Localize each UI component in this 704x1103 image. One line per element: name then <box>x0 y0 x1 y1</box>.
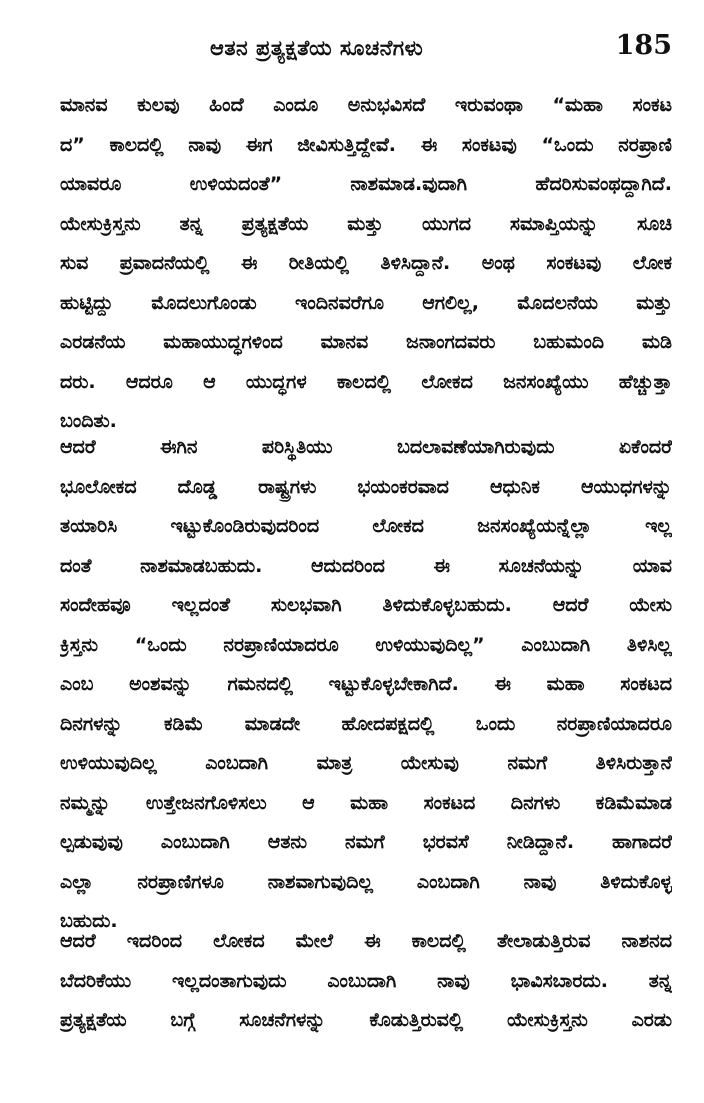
text-line: ದಿನಗಳನ್ನು ಕಡಿಮೆ ಮಾಡದೇ ಹೋದಪಕ್ಷದಲ್ಲಿ ಒಂದು ನರಪ್ರಾಣಿಯಾದರೂ <box>60 712 672 735</box>
text-line: ಯಾವರೂ ಉಳಿಯದಂತೆ” ನಾಶಮಾಡ.ವುದಾಗಿ ಹೆದರಿಸುವಂಥದ್ದಾಗಿದೆ. <box>60 173 672 195</box>
paragraph-2 <box>60 428 672 942</box>
text-line: ಸುವ ಪ್ರವಾದನೆಯಲ್ಲಿ ಈ ರೀತಿಯಲ್ಲಿ ತಿಳಿಸಿದ್ದಾನೆ. ಅಂಥ ಸಂಕಟವು ಲೋಕ <box>60 252 672 274</box>
text-line: ಸಂದೇಹವೂ ಇಲ್ಲದಂತೆ ಸುಲಭವಾಗಿ ತಿಳಿದುಕೊಳ್ಳಬಹುದು. ಆದರೆ ಯೇಸು <box>60 594 672 616</box>
text-line: ಬೆದರಿಕೆಯು ಇಲ್ಲದಂತಾಗುವುದು ಎಂಬುದಾಗಿ ನಾವು ಭಾವಿಸಬಾರದು. ತನ್ನ <box>60 969 672 992</box>
text-line: ಬಂದಿತು. <box>60 410 117 432</box>
paragraph-3 <box>60 922 672 1041</box>
text-line: ಎರಡನೆಯ ಮಹಾಯುದ್ಧಗಳಿಂದ ಮಾನವ ಜನಾಂಗದವರು ಬಹುಮಂದಿ ಮಡಿ <box>60 331 672 353</box>
page-number: 185 <box>615 30 672 61</box>
text-line: ಲ್ಪಡುವುವು ಎಂಬುದಾಗಿ ಆತನು ನಮಗೆ ಭರವಸೆ ನೀಡಿದ್ದಾನೆ. ಹಾಗಾದರೆ <box>60 831 672 853</box>
text-line: ದರು. ಆದರೂ ಆ ಯುದ್ಧಗಳ ಕಾಲದಲ್ಲಿ ಲೋಕದ ಜನಸಂಖ್ಯೆಯು ಹೆಚ್ಚುತ್ತಾ <box>60 370 672 393</box>
text-line: ಯೇಸುಕ್ರಿಸ್ತನು ತನ್ನ ಪ್ರತ್ಯಕ್ಷತೆಯ ಮತ್ತು ಯುಗದ ಸಮಾಪ್ತಿಯನ್ನು ಸೂಚಿ <box>60 212 672 235</box>
text-line: ಆದರೆ ಈಗಿನ ಪರಿಸ್ಥಿತಿಯು ಬದಲಾವಣೆಯಾಗಿರುವುದು ಏಕೆಂದರೆ <box>60 436 672 458</box>
text-line: ಬಹುದು. <box>60 910 118 932</box>
paragraph-1 <box>60 86 672 442</box>
text-line: ಎಂಬ ಅಂಶವನ್ನು ಗಮನದಲ್ಲಿ ಇಟ್ಟುಕೊಳ್ಳಬೇಕಾಗಿದೆ. ಈ ಮಹಾ ಸಂಕಟದ <box>60 673 672 695</box>
text-line: ತಯಾರಿಸಿ ಇಟ್ಟುಕೊಂಡಿರುವುದರಿಂದ ಲೋಕದ ಜನಸಂಖ್ಯೆಯನ್ನೆಲ್ಲಾ ಇಲ್ಲ <box>60 515 672 537</box>
text-line: ದಂತೆ ನಾಶಮಾಡಬಹುದು. ಆದುದರಿಂದ ಈ ಸೂಚನೆಯನ್ನು ಯಾವ <box>60 554 672 577</box>
text-line: ಆದರೆ ಇದರಿಂದ ಲೋಕದ ಮೇಲೆ ಈ ಕಾಲದಲ್ಲಿ ತೇಲಾಡುತ್ತಿರುವ ನಾಶನದ <box>60 930 672 952</box>
text-line: ಉಳಿಯುವುದಿಲ್ಲ ಎಂಬದಾಗಿ ಮಾತ್ರ ಯೇಸುವು ನಮಗೆ ತಿಳಿಸಿರುತ್ತಾನೆ <box>60 752 672 774</box>
chapter-title: ಆತನ ಪ್ರತ್ಯಕ್ಷತೆಯ ಸೂಚನೆಗಳು <box>210 36 424 60</box>
running-head <box>60 28 672 72</box>
text-line: ಹುಟ್ಟಿದ್ದು ಮೊದಲುಗೊಂಡು ಇಂದಿನವರೆಗೂ ಆಗಲಿಲ್ಲ, ಮೊದಲನೆಯ ಮತ್ತು <box>60 291 672 314</box>
text-line: ಪ್ರತ್ಯಕ್ಷತೆಯ ಬಗ್ಗೆ ಸೂಚನೆಗಳನ್ನು ಕೊಡುತ್ತಿರುವಲ್ಲಿ ಯೇಸುಕ್ರಿಸ್ತನು ಎರಡು <box>60 1009 672 1031</box>
text-line: ಮಾನವ ಕುಲವು ಹಿಂದೆ ಎಂದೂ ಅನುಭವಿಸದೆ ಇರುವಂಥಾ “ಮಹಾ ಸಂಕಟ <box>60 94 672 116</box>
text-line: ಭೂಲೋಕದ ದೊಡ್ಡ ರಾಷ್ಟ್ರಗಳು ಭಯಂಕರವಾದ ಆಧುನಿಕ ಆಯುಧಗಳನ್ನು <box>60 475 672 498</box>
text-line: ಎಲ್ಲಾ ನರಪ್ರಾಣಿಗಳೂ ನಾಶವಾಗುವುದಿಲ್ಲ ಎಂಬದಾಗಿ ನಾವು ತಿಳಿದುಕೊಳ್ಳ <box>60 870 672 893</box>
text-line: ದ” ಕಾಲದಲ್ಲಿ ನಾವು ಈಗ ಜೀವಿಸುತ್ತಿದ್ದೇವೆ. ಈ ಸಂಕಟವು “ಒಂದು ನರಪ್ರಾಣಿ <box>60 133 672 156</box>
text-line: ಕ್ರಿಸ್ತನು “ಒಂದು ನರಪ್ರಾಣಿಯಾದರೂ ಉಳಿಯುವುದಿಲ್ಲ” ಎಂಬುದಾಗಿ ತಿಳಿಸಿಲ್ಲ <box>60 633 672 656</box>
text-line: ನಮ್ಮನ್ನು ಉತ್ತೇಜನಗೊಳಿಸಲು ಆ ಮಹಾ ಸಂಕಟದ ದಿನಗಳು ಕಡಿಮೆಮಾಡ <box>60 791 672 814</box>
